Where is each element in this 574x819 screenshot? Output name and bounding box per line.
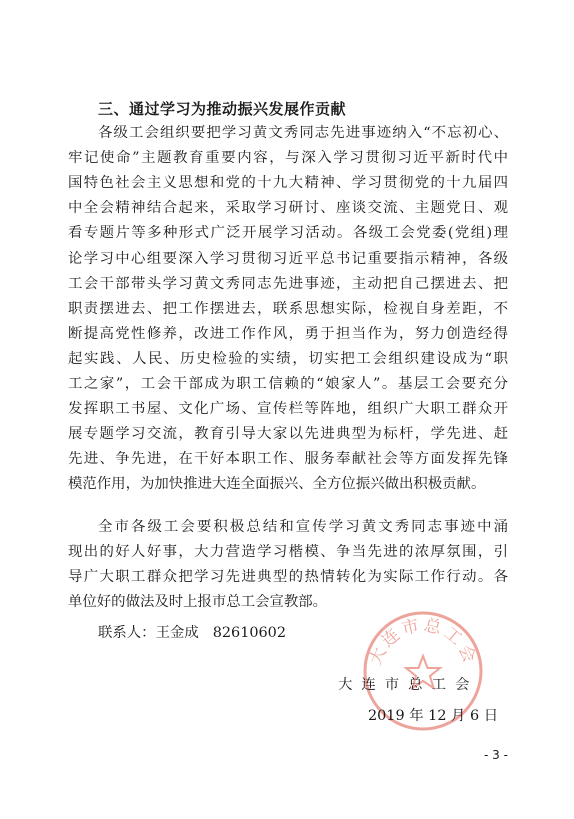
contact-line — [98, 621, 286, 642]
text-line: 全市各级工会要积极总结和宣传学习黄文秀同志事迹中涌 — [98, 519, 508, 535]
text-line: 发挥职工书屋、文化广场、宣传栏等阵地，组织广大职工群众开 — [68, 401, 508, 418]
text-line: 工之家”，工会干部成为职工信赖的“娘家人”。基层工会要充分 — [68, 376, 508, 392]
contact-label: 联系人：王金成 — [98, 625, 199, 641]
signature-date: 2019 年 12 月 6 日 — [368, 708, 499, 724]
text-line: 工会干部带头学习黄文秀同志先进事迹，主动把自己摆进去、把 — [68, 275, 508, 292]
text-line: 模范作用，为加快推进大连全面振兴、全方位振兴做出积极贡献。 — [68, 476, 486, 493]
text-line: 职责摆进去、把工作摆进去，联系思想实际，检视自身差距，不 — [68, 300, 508, 317]
svg-text:大连市总工会 — [366, 615, 480, 668]
signature-organization: 大连市总工会 — [338, 677, 479, 693]
text-line: 导广大职工群众把学习先进典型的热情转化为实际工作行动。各 — [68, 569, 508, 586]
text-line: 现出的好人好事，大力营造学习楷模、争当先进的浓厚氛围，引 — [68, 544, 508, 561]
text-line: 看专题片等多种形式广泛开展学习活动。各级工会党委(党组)理 — [68, 225, 508, 242]
text-line: 牢记使命”主题教育重要内容，与深入学习贯彻习近平新时代中 — [68, 150, 508, 167]
contact-phone: 82610602 — [212, 625, 286, 641]
text-line: 先进、争先进，在干好本职工作、服务奉献社会等方面发挥先锋 — [68, 451, 508, 468]
text-line: 各级工会组织要把学习黄文秀同志先进事迹纳入“不忘初心、 — [98, 125, 508, 141]
text-line: 起实践、人民、历史检验的实绩，切实把工会组织建设成为“职 — [68, 350, 508, 367]
text-line: 展专题学习交流，教育引导大家以先进典型为标杆，学先进、赶 — [68, 426, 508, 443]
section-heading: 三、通过学习为推动振兴发展作贡献 — [98, 100, 347, 118]
seal-text: 大连市总工会 — [365, 615, 481, 669]
page-number: - 3 - — [484, 748, 508, 762]
text-line: 论学习中心组要深入学习贯彻习近平总书记重要指示精神，各级 — [68, 250, 508, 267]
text-line: 中全会精神结合起来，采取学习研讨、座谈交流、主题党日、观 — [68, 200, 508, 217]
text-line: 单位好的做法及时上报市总工会宣教部。 — [68, 594, 328, 611]
text-line: 断提高党性修养，改进工作作风，勇于担当作为，努力创造经得 — [68, 325, 508, 342]
text-line: 国特色社会主义思想和党的十九大精神、学习贯彻党的十九届四 — [68, 175, 508, 192]
